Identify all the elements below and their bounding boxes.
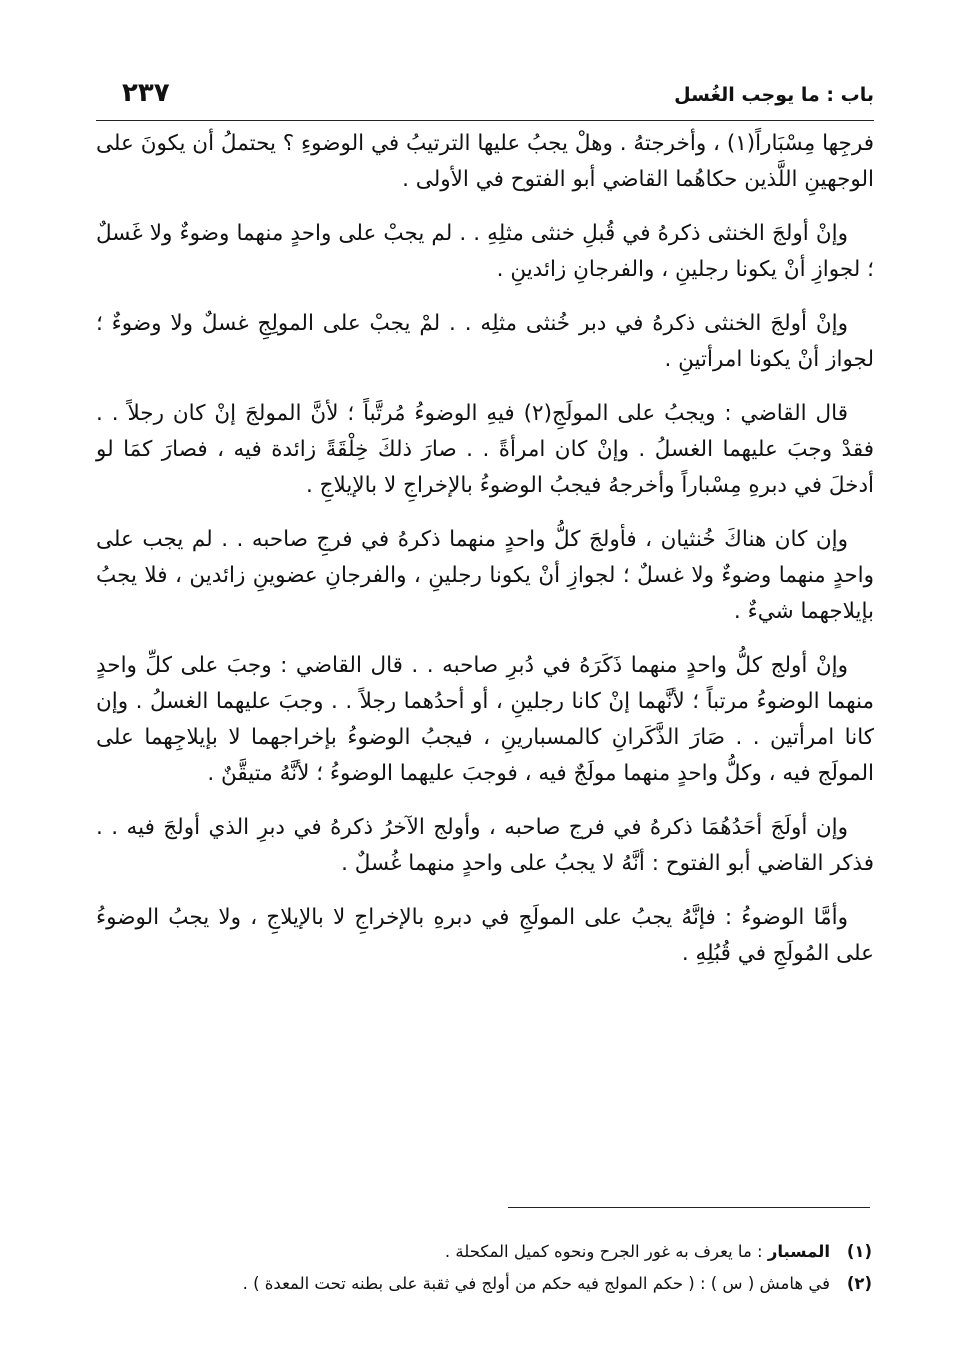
paragraph: وإنْ أولجَ الخنثى ذكرهُ في قُبلِ خنثى مثلِهِ . . لم يجبْ على واحدٍ منهما وضوءٌ ولا غَسلٌ ؛ لجوازِ أنْ يكونا رجلينِ ، والفرجانِ زائدينِ . [96, 221, 874, 282]
paragraph: وإنْ أولجَ الخنثى ذكرهُ في دبر خُنثى مثلِه . . لمْ يجبْ على المولِجِ غسلٌ ولا وضوءٌ ؛ لجواز أنْ يكونا امرأتينِ . [96, 311, 874, 372]
chapter-title: باب : ما يوجب الغُسل [674, 84, 874, 106]
paragraph: وإن أولَجَ أحَدُهُمَا ذكرهُ في فرج صاحبه ، وأولج الآخرُ ذكرهُ في دبرِ الذي أولجَ فيه . . فذكر القاضي أبو الفتوح : أنَّهُ لا يجبُ على واحدٍ منهما غُسلٌ . [96, 815, 874, 876]
page-header [96, 72, 874, 118]
paragraph: قال القاضي : ويجبُ على المولَجِ(٢) فيهِ الوضوءُ مُرتَّباً ؛ لأنَّ المولجَ إنْ كان رجلاً . . فقدْ وجبَ عليهما الغسلُ . وإنْ كان امرأةً . . صارَ ذلكَ خِلْقَةً زائدة فيه ، فصارَ كمَا لو أدخلَ في دبرهِ مِسْباراً وأخرجهُ فيجبُ الوضوءُ بالإخراجِ لا بالإيلاجِ . [96, 401, 874, 498]
footnote-term: المسبار [767, 1242, 830, 1261]
footnote-text: : ما يعرف به غور الجرح ونحوه كميل المكحلة . [444, 1242, 768, 1261]
paragraph: وإنْ أولج كلُّ واحدٍ منهما ذَكَرَهُ في دُبرِ صاحبه . . قال القاضي : وجبَ على كلِّ واحدٍ منهما الوضوءُ مرتباً ؛ لأنَّهما إنْ كانا رجلينِ ، أو أحدُهما رجلاً . . وجبَ عليهما الغسلُ . وإن كانا امرأتين . . صَارَ الذَّكَرانِ كالمسبارينِ ، فيجبُ الوضوءُ بإخراجهما لا بإيلاجِهما على المولَج فيه ، وكلُّ واحدٍ منهما مولَجٌ فيه ، فوجبَ عليهما الوضوءُ ؛ لأنَّهُ متيقَّنٌ . [96, 653, 874, 786]
paragraph: وأمَّا الوضوءُ : فإنَّهُ يجبُ على المولَجِ في دبرهِ بالإخراجِ لا بالإيلاجِ ، ولا يجبُ الوضوءُ على المُولَجِ في قُبُلِهِ . [96, 905, 874, 966]
footnote-number: (٢) [846, 1274, 872, 1293]
header-rule [96, 120, 874, 121]
paragraph: وإن كان هناكَ خُنثيان ، فأولجَ كلُّ واحدٍ منهما ذكرهُ في فرجِ صاحبه . . لم يجب على واحدٍ منهما وضوءٌ ولا غسلٌ ؛ لجوازِ أنْ يكونا رجلينِ ، والفرجانِ عضوينِ زائدين ، فلا يجبُ بإيلاجهما شيءٌ . [96, 527, 874, 624]
footnote-rule [508, 1207, 870, 1208]
footnote-text: في هامش ( س ) : ( حكم المولج فيه حكم من أولج في ثقبة على بطنه تحت المعدة ) . [242, 1274, 830, 1293]
main-text [96, 126, 874, 990]
footnote [96, 1268, 872, 1300]
page-number: ٢٣٧ [122, 78, 170, 108]
paragraph: فرجِها مِسْبَاراً(١) ، وأخرجتهُ . وهلْ يجبُ عليها الترتيبُ في الوضوءِ ؟ يحتملُ أن يكونَ على الوجهينِ اللَّذين حكاهُما القاضي أبو الفتوح في الأولى . [96, 131, 874, 192]
footnotes [96, 1236, 872, 1300]
footnote [96, 1236, 872, 1268]
footnote-number: (١) [846, 1242, 872, 1261]
